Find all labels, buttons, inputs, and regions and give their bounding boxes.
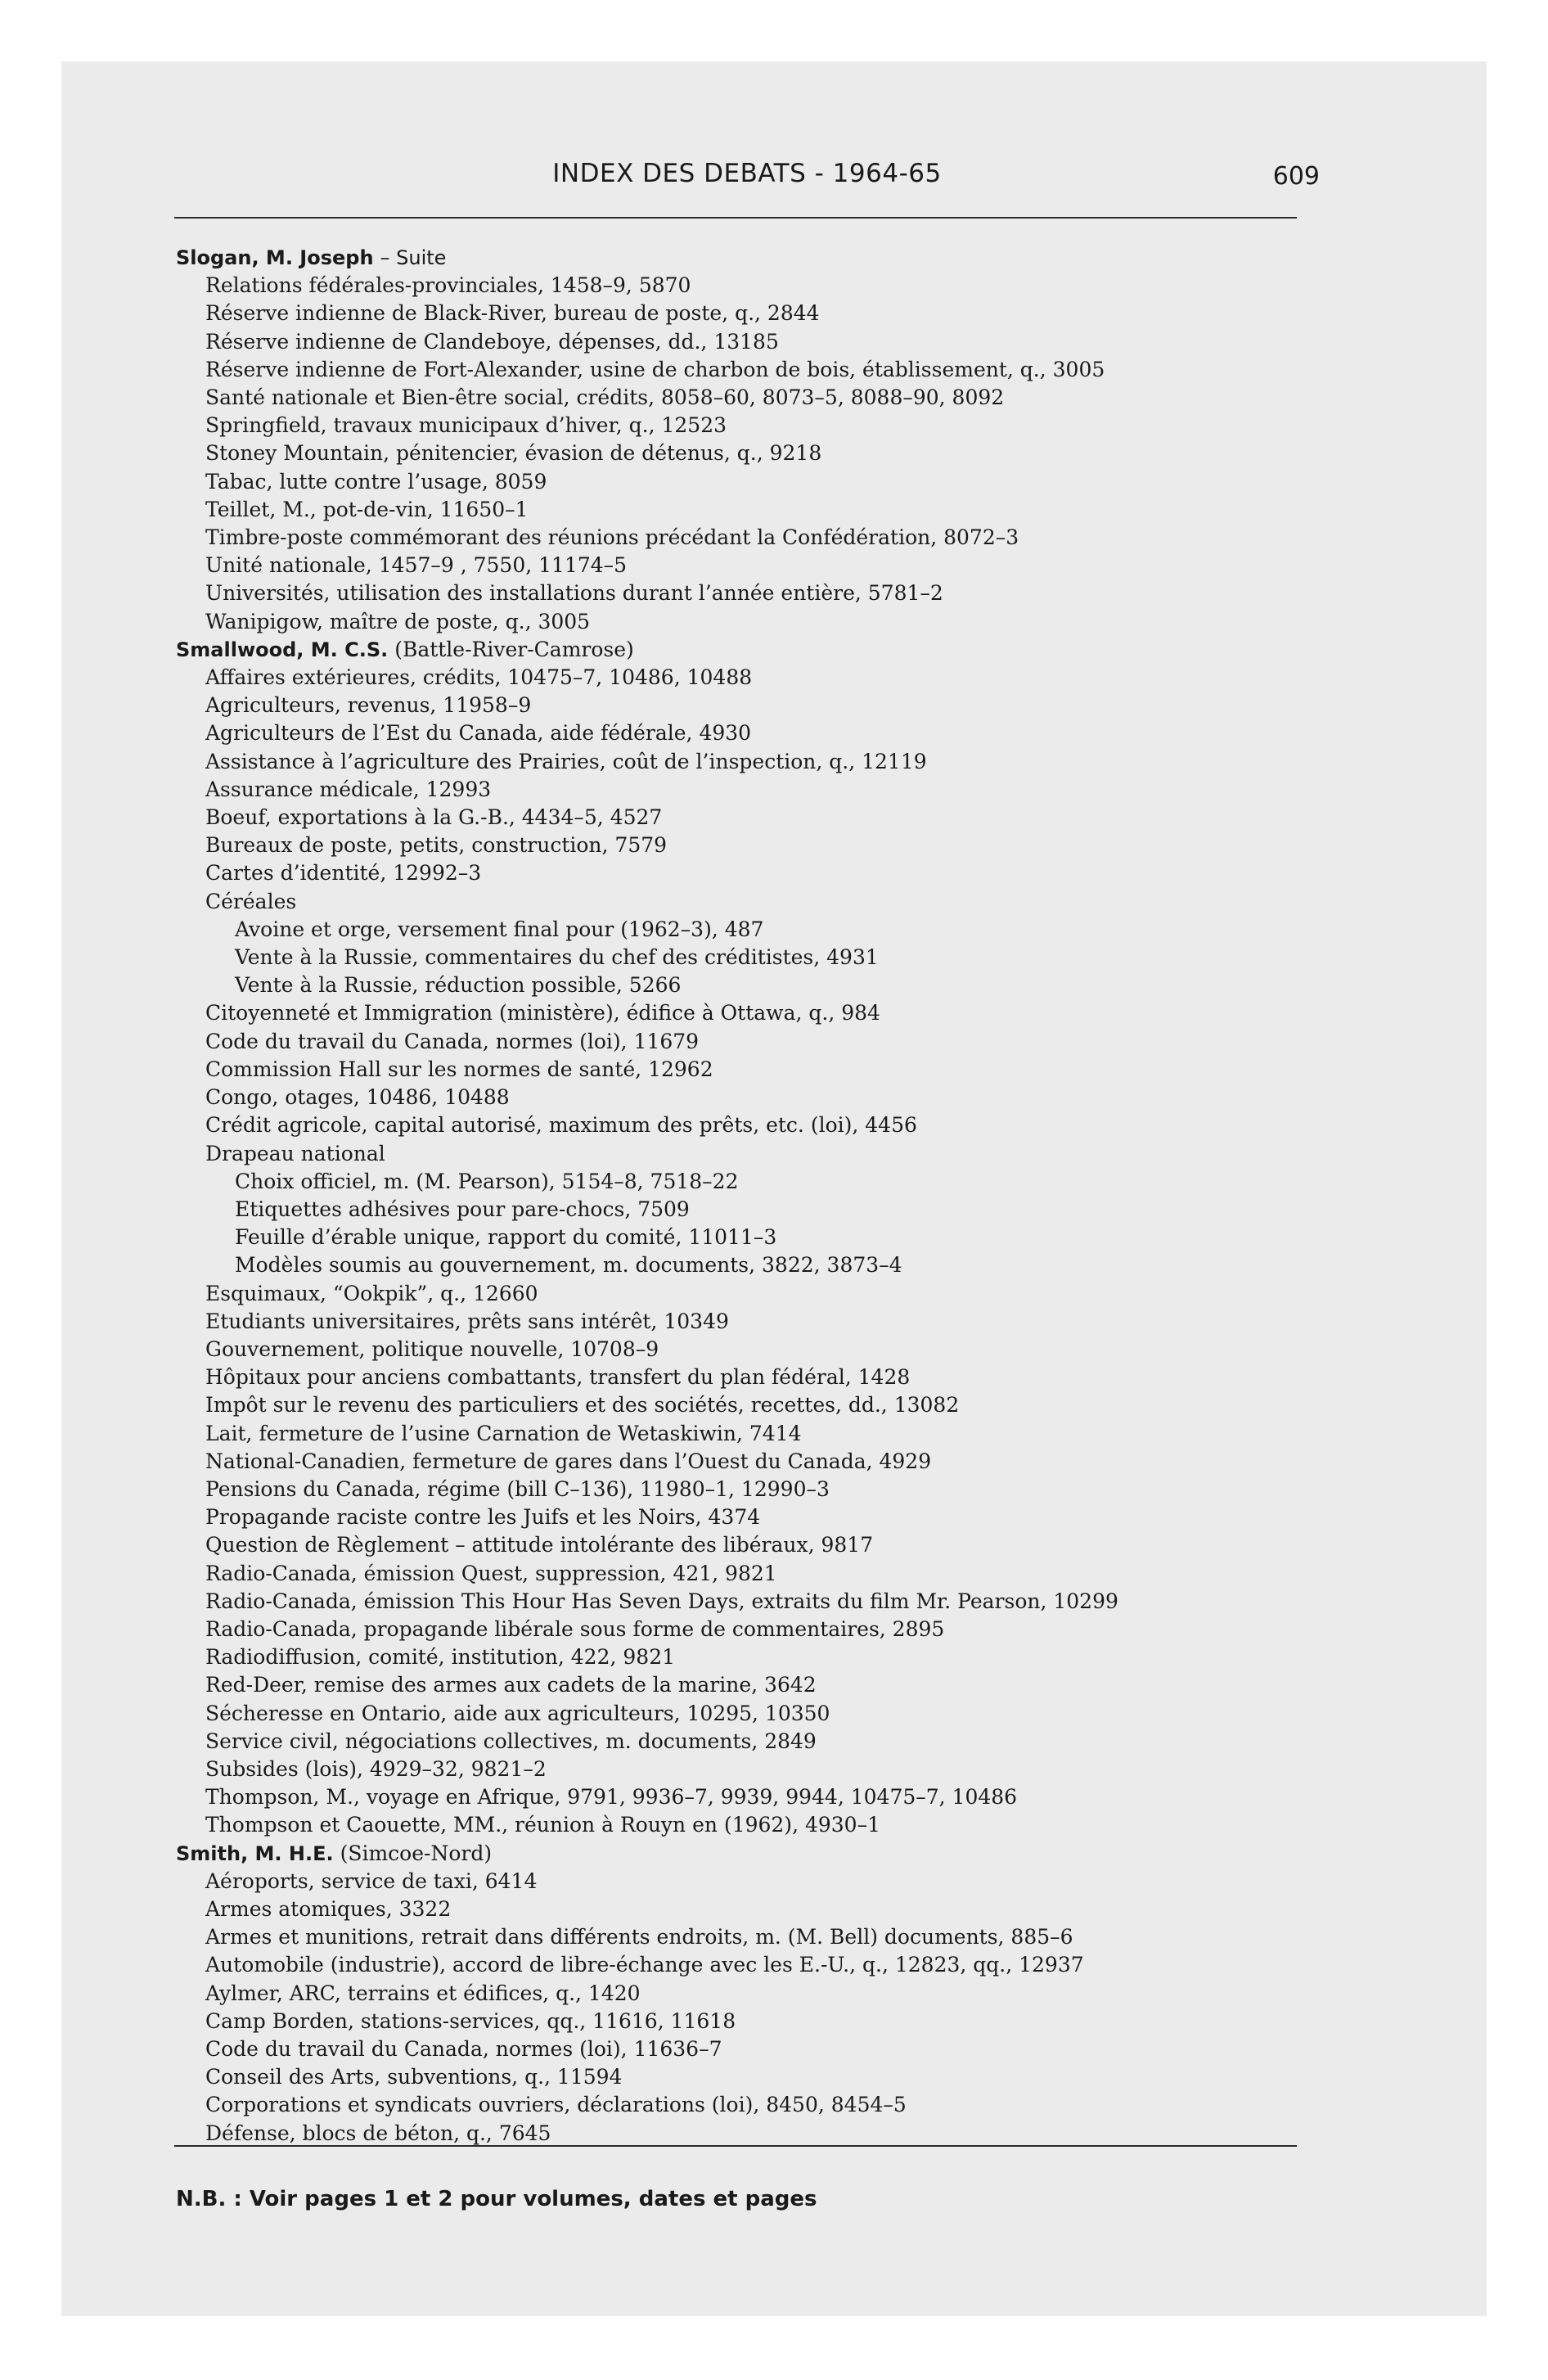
index-subentry: Vente à la Russie, réduction possible, 5266 xyxy=(235,973,682,998)
index-entry: Armes atomiques, 3322 xyxy=(205,1896,452,1921)
index-subentry: Avoine et orge, versement final pour (1962–3), 487 xyxy=(235,917,764,941)
index-entry: Automobile (industrie), accord de libre-échange avec les E.-U., q., 12823, qq., 12937 xyxy=(205,1953,1084,1977)
index-entry: Crédit agricole, capital autorisé, maximum des prêts, etc. (loi), 4456 xyxy=(205,1113,917,1138)
index-entry: Universités, utilisation des installations durant l’année entière, 5781–2 xyxy=(205,581,943,606)
index-subentry: Vente à la Russie, commentaires du chef des créditistes, 4931 xyxy=(235,945,879,970)
index-entry: Agriculteurs de l’Est du Canada, aide fédérale, 4930 xyxy=(205,721,752,746)
index-entry: Radio-Canada, propagande libérale sous forme de commentaires, 2895 xyxy=(205,1616,945,1641)
index-entry: Congo, otages, 10486, 10488 xyxy=(205,1085,510,1110)
footer-rule xyxy=(174,2145,1297,2147)
index-entry: Red-Deer, remise des armes aux cadets de la marine, 3642 xyxy=(205,1673,817,1697)
index-entry: Lait, fermeture de l’usine Carnation de Wetaskiwin, 7414 xyxy=(205,1421,802,1445)
index-subentry: Etiquettes adhésives pour pare-chocs, 7509 xyxy=(235,1197,690,1221)
index-subentry: Choix officiel, m. (M. Pearson), 5154–8, 7518–22 xyxy=(235,1169,739,1193)
index-subentry: Feuille d’érable unique, rapport du comité, 11011–3 xyxy=(235,1225,777,1250)
index-entry: Défense, blocs de béton, q., 7645 xyxy=(205,2121,551,2145)
index-entry: Tabac, lutte contre l’usage, 8059 xyxy=(205,469,547,494)
index-entry: Commission Hall sur les normes de santé, 12962 xyxy=(205,1057,713,1081)
index-entry: Assurance médicale, 12993 xyxy=(205,777,492,801)
index-entry: Armes et munitions, retrait dans différents endroits, m. (M. Bell) documents, 885–6 xyxy=(205,1925,1073,1950)
page-header xyxy=(174,147,1320,196)
index-entry: Service civil, négociations collectives, m. documents, 2849 xyxy=(205,1729,817,1753)
index-entry: Camp Borden, stations-services, qq., 11616, 11618 xyxy=(205,2008,736,2033)
index-entry: Céréales xyxy=(205,889,297,913)
index-entry: Bureaux de poste, petits, construction, 7579 xyxy=(205,833,668,858)
index-entry: Aylmer, ARC, terrains et édifices, q., 1420 xyxy=(205,1981,641,2005)
speaker-qualifier: – Suite xyxy=(380,246,447,269)
index-entry: Hôpitaux pour anciens combattants, transfert du plan fédéral, 1428 xyxy=(205,1365,911,1390)
index-entry: Conseil des Arts, subventions, q., 11594 xyxy=(205,2065,623,2089)
index-entry: Subsides (lois), 4929–32, 9821–2 xyxy=(205,1756,547,1781)
index-entry: Code du travail du Canada, normes (loi), 11636–7 xyxy=(205,2037,722,2061)
index-entry: Santé nationale et Bien-être social, crédits, 8058–60, 8073–5, 8088–90, 8092 xyxy=(205,385,1005,410)
index-entry: Agriculteurs, revenus, 11958–9 xyxy=(205,693,532,718)
index-entry: Springfield, travaux municipaux d’hiver, q., 12523 xyxy=(205,413,727,438)
footer-note: N.B. : Voir pages 1 et 2 pour volumes, dates et pages xyxy=(176,2187,817,2211)
speaker-name: Smith, M. H.E. xyxy=(176,1841,334,1865)
index-entry: Timbre-poste commémorant des réunions précédant la Confédération, 8072–3 xyxy=(205,525,1019,550)
index-entry: Esquimaux, “Ookpik”, q., 12660 xyxy=(205,1281,538,1305)
index-entry: Radiodiffusion, comité, institution, 422, 9821 xyxy=(205,1645,676,1670)
speaker-qualifier: (Battle-River-Camrose) xyxy=(394,637,634,661)
speaker-name: Slogan, M. Joseph xyxy=(176,246,374,269)
index-entry: Etudiants universitaires, prêts sans intérêt, 10349 xyxy=(205,1309,729,1333)
index-entry: Wanipigow, maître de poste, q., 3005 xyxy=(205,609,591,633)
index-entry: Sécheresse en Ontario, aide aux agriculteurs, 10295, 10350 xyxy=(205,1701,830,1725)
index-entry: Pensions du Canada, régime (bill C–136), 11980–1, 12990–3 xyxy=(205,1476,830,1501)
index-entry: Boeuf, exportations à la G.-B., 4434–5, 4527 xyxy=(205,805,663,830)
index-entry: Corporations et syndicats ouvriers, déclarations (loi), 8450, 8454–5 xyxy=(205,2093,907,2117)
index-entry: Cartes d’identité, 12992–3 xyxy=(205,861,482,886)
index-entry: Réserve indienne de Fort-Alexander, usine de charbon de bois, établissement, q., 3005 xyxy=(205,357,1105,381)
header-rule xyxy=(174,217,1297,219)
index-entry: National-Canadien, fermeture de gares dans l’Ouest du Canada, 4929 xyxy=(205,1449,932,1473)
index-entry: Assistance à l’agriculture des Prairies, coût de l’inspection, q., 12119 xyxy=(205,749,927,773)
index-entry: Gouvernement, politique nouvelle, 10708–9 xyxy=(205,1336,659,1361)
index-entry: Code du travail du Canada, normes (loi), 11679 xyxy=(205,1029,700,1053)
page-number: 609 xyxy=(1272,162,1320,191)
index-entry: Réserve indienne de Black-River, bureau de poste, q., 2844 xyxy=(205,301,820,326)
speaker-name: Smallwood, M. C.S. xyxy=(176,638,389,661)
speaker-heading xyxy=(176,1840,1338,1868)
index-entry: Thompson et Caouette, MM., réunion à Rouyn en (1962), 4930–1 xyxy=(205,1813,880,1837)
speaker-heading xyxy=(176,244,1338,272)
index-entry: Impôt sur le revenu des particuliers et des sociétés, recettes, dd., 13082 xyxy=(205,1393,960,1418)
index-entry: Affaires extérieures, crédits, 10475–7, 10486, 10488 xyxy=(205,665,753,690)
index-subentry: Modèles soumis au gouvernement, m. documents, 3822, 3873–4 xyxy=(235,1253,902,1278)
speaker-qualifier: (Simcoe-Nord) xyxy=(340,1841,493,1865)
index-entry: Radio-Canada, émission This Hour Has Seven Days, extraits du film Mr. Pearson, 10299 xyxy=(205,1589,1118,1613)
index-entries xyxy=(176,244,1338,2148)
index-entry: Question de Règlement – attitude intolérante des libéraux, 9817 xyxy=(205,1533,874,1557)
index-entry: Relations fédérales-provinciales, 1458–9, 5870 xyxy=(205,273,691,298)
index-entry: Propagande raciste contre les Juifs et les Noirs, 4374 xyxy=(205,1505,761,1530)
speaker-heading xyxy=(176,636,1338,664)
index-entry: Stoney Mountain, pénitencier, évasion de détenus, q., 9218 xyxy=(205,441,822,466)
index-entry: Thompson, M., voyage en Afrique, 9791, 9936–7, 9939, 9944, 10475–7, 10486 xyxy=(205,1785,1018,1810)
index-entry: Teillet, M., pot-de-vin, 11650–1 xyxy=(205,497,529,521)
page-title: INDEX DES DEBATS - 1964-65 xyxy=(552,159,942,188)
index-entry: Aéroports, service de taxi, 6414 xyxy=(205,1868,538,1893)
index-entry: Radio-Canada, émission Quest, suppression, 421, 9821 xyxy=(205,1561,777,1585)
index-entry: Citoyenneté et Immigration (ministère), édifice à Ottawa, q., 984 xyxy=(205,1001,880,1025)
index-entry: Réserve indienne de Clandeboye, dépenses, dd., 13185 xyxy=(205,329,779,354)
index-entry: Drapeau national xyxy=(205,1141,385,1165)
index-entry: Unité nationale, 1457–9 , 7550, 11174–5 xyxy=(205,553,628,578)
